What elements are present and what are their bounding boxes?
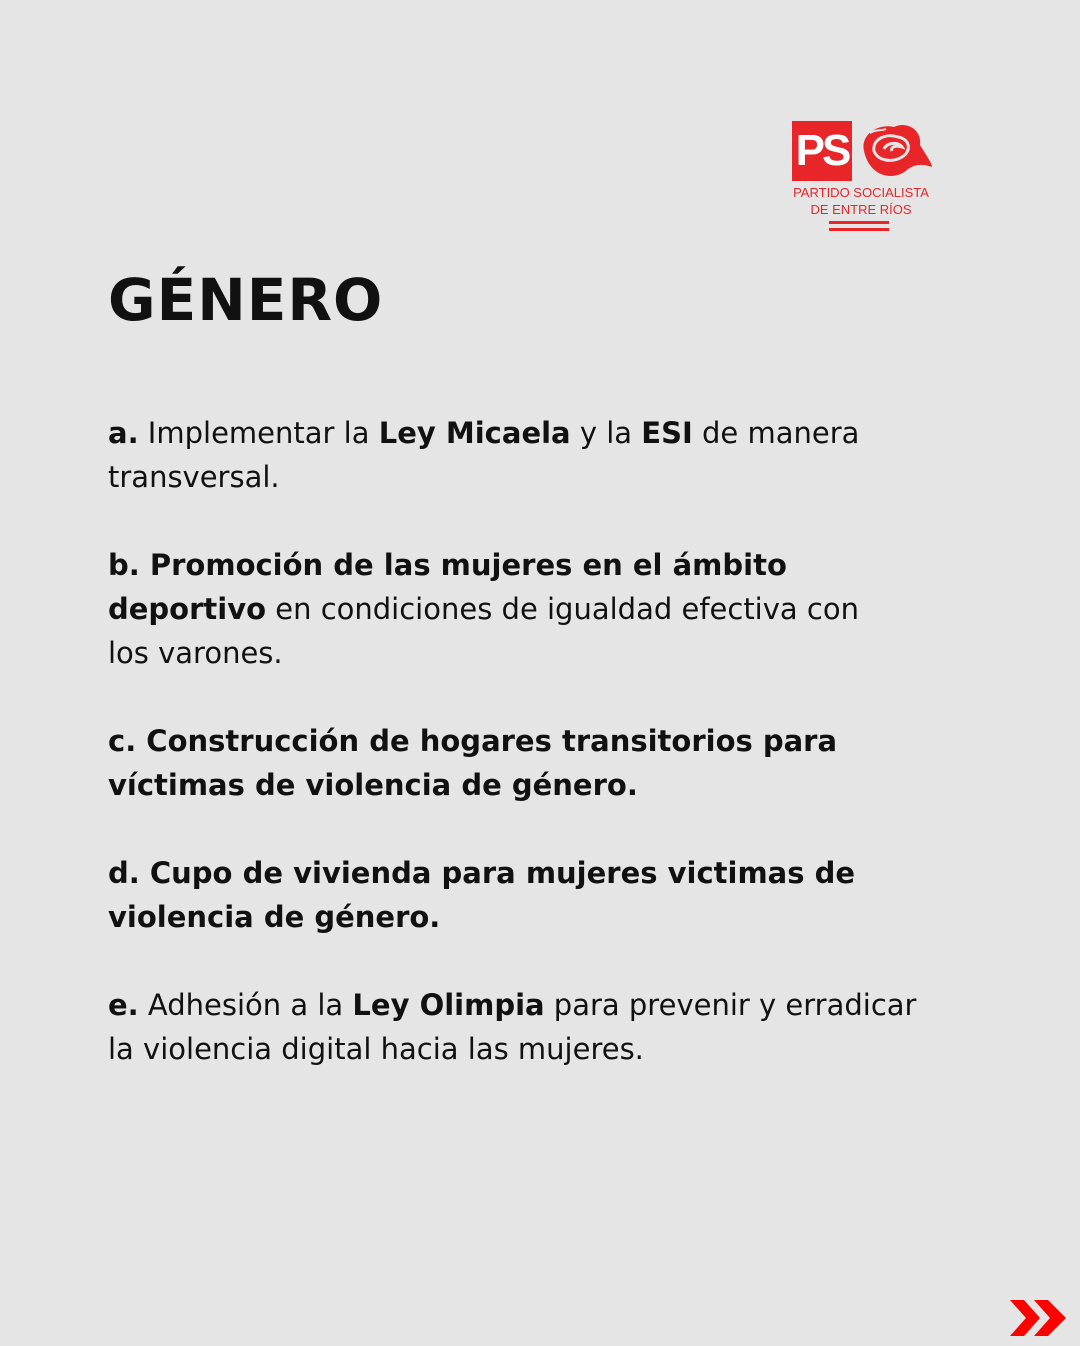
party-logo	[792, 121, 932, 236]
logo-stripes	[829, 221, 889, 235]
proposal-line	[108, 1027, 916, 1071]
proposal-item	[108, 983, 916, 1071]
page-title: GÉNERO	[108, 266, 384, 334]
proposal-line	[108, 587, 859, 631]
bold-text: violencia de género.	[108, 900, 441, 934]
text: Implementar la	[138, 416, 379, 450]
bold-text: ESI	[641, 416, 693, 450]
text: Adhesión a la	[138, 988, 353, 1022]
bold-text: a.	[108, 416, 139, 450]
bold-text: Ley Olimpia	[352, 988, 545, 1022]
proposal-line	[108, 455, 859, 499]
logo-text	[792, 184, 930, 218]
proposal-line	[108, 983, 916, 1027]
double-chevron-right-icon[interactable]	[1010, 1300, 1066, 1336]
text: transversal.	[108, 460, 280, 494]
bold-text: c. Construcción de hogares transitorios para	[108, 724, 838, 758]
proposal-line	[108, 851, 855, 895]
text: los varones.	[108, 636, 283, 670]
proposal-line	[108, 631, 859, 675]
proposal-line	[108, 543, 859, 587]
proposal-line	[108, 411, 859, 455]
logo-line-2: DE ENTRE RÍOS	[810, 202, 912, 217]
text: para prevenir y erradicar	[544, 988, 917, 1022]
ps-mark: PS	[792, 121, 852, 181]
text: en condiciones de igualdad efectiva con	[266, 592, 859, 626]
proposal-item	[108, 543, 859, 675]
text: de manera	[692, 416, 860, 450]
rose-icon	[856, 121, 932, 183]
proposal-item	[108, 719, 837, 807]
proposal-line	[108, 895, 855, 939]
text: la violencia digital hacia las mujeres.	[108, 1032, 644, 1066]
logo-line-1: PARTIDO SOCIALISTA	[793, 185, 929, 200]
proposal-line	[108, 763, 837, 807]
bold-text: d. Cupo de vivienda para mujeres victimas de	[108, 856, 856, 890]
proposal-line	[108, 719, 837, 763]
bold-text: deportivo	[108, 592, 267, 626]
bold-text: víctimas de violencia de género.	[108, 768, 638, 802]
bold-text: b. Promoción de las mujeres en el ámbito	[108, 548, 787, 582]
bold-text: Ley Micaela	[378, 416, 571, 450]
proposal-item	[108, 851, 855, 939]
text: y la	[570, 416, 642, 450]
proposal-item	[108, 411, 859, 499]
bold-text: e.	[108, 988, 139, 1022]
